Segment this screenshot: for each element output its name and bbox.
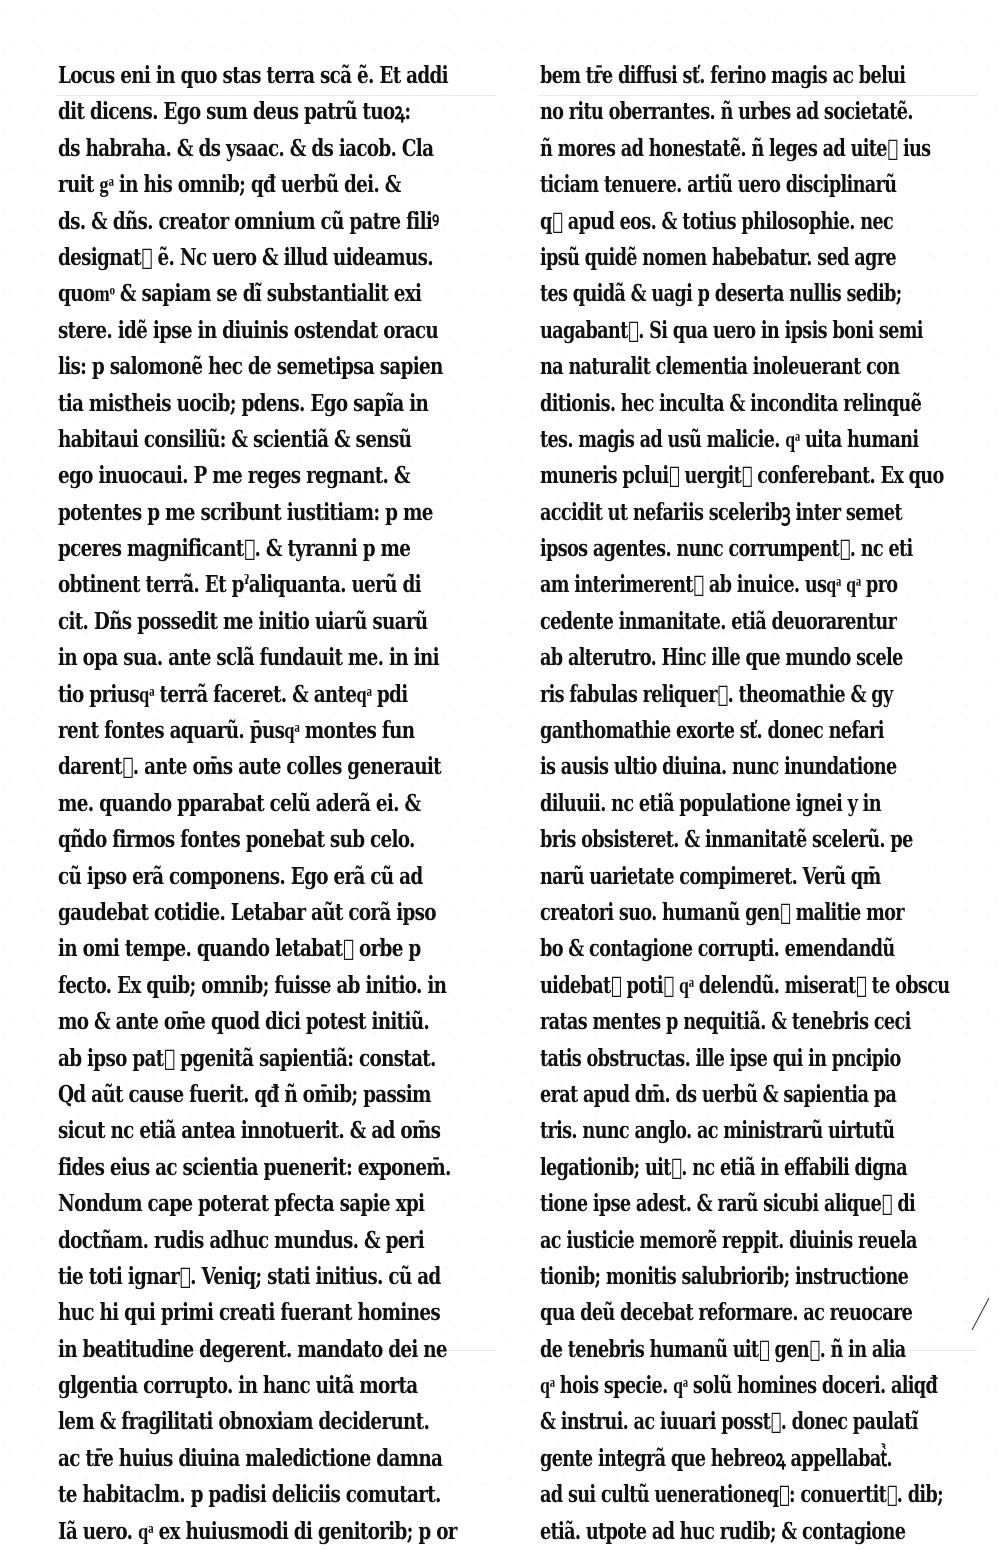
text-line: tes. magis ad usũ malicie. qͣ uita humani xyxy=(540,425,919,453)
text-line: ipsũ quidẽ nomen habebatur. sed agre xyxy=(540,243,896,271)
text-line: bris obsisteret. & inmanitatẽ scelerũ. pe xyxy=(540,826,913,854)
text-line: ds habraha. & ds ysaac. & ds iacob. Cla xyxy=(58,134,434,162)
text-line: dit dicens. Ego sum deus patrũ tuoꝝ: xyxy=(58,98,411,126)
text-line: & instrui. ac iuuari posstᷣ. donec paulatĩ xyxy=(540,1408,918,1436)
text-line: sicut nc etiã antea innotuerit. & ad om̄s xyxy=(58,1117,441,1145)
text-line: is ausis ultio diuina. nunc inundatione xyxy=(540,753,897,781)
left-text-column xyxy=(58,58,490,1550)
margin-pen-stroke xyxy=(972,1298,990,1330)
text-line: ab ipso patᷣ pgenitã sapientiã: constat. xyxy=(58,1044,436,1072)
text-line: cit. Dñs possedit me initio uiarũ suarũ xyxy=(58,607,428,635)
text-line: lis: p salomonẽ hec de semetipsa sapien xyxy=(58,353,443,381)
text-line: no ritu oberrantes. ñ urbes ad societatẽ. xyxy=(540,98,913,126)
text-line: in omi tempe. quando letabatᷣ orbe p xyxy=(58,935,421,963)
text-line: me. quando pparabat celũ aderã ei. & xyxy=(58,789,421,817)
text-line: ab alterutro. Hinc ille que mundo scele xyxy=(540,644,903,672)
text-line: lem & fragilitati obnoxiam deciderunt. xyxy=(58,1408,430,1436)
text-line: bem tr̄e diffusi sť. ferino magis ac belui xyxy=(540,62,906,89)
text-line: te habitaclm. p padisi deliciis comutart. xyxy=(58,1481,441,1509)
text-line: stere. idẽ ipse in diuinis ostendat oracu xyxy=(58,316,439,344)
text-line: rent fontes aquarũ. p̄usqͣ montes fun xyxy=(58,717,415,745)
text-line: fecto. Ex quib; omnib; fuisse ab initio. in xyxy=(58,971,447,999)
text-line: ñ mores ad honestatẽ. ñ leges ad uiteᷤ ius xyxy=(540,134,931,162)
text-line: fides eius ac scientia puenerit: exponem̄. xyxy=(58,1153,451,1181)
text-line: designatᷣ ẽ. Nc uero & illud uideamus. xyxy=(58,243,433,271)
text-line: pceres magnificantᷣ. & tyranni p me xyxy=(58,535,411,563)
text-line: tes quidã & uagi p deserta nullis sedib; xyxy=(540,280,902,308)
text-line: ipsos agentes. nunc corrumpentᷣ. nc eti xyxy=(540,535,913,563)
text-line: tione ipse adest. & rarũ sicubi aliqueᷤ di xyxy=(540,1190,916,1218)
text-line: obtinent terrã. Et pˀaliquanta. uerũ di xyxy=(58,571,421,599)
text-line: ac iusticie memorẽ reppit. diuinis reuela xyxy=(540,1226,917,1254)
text-line: uagabantᷣ. Si qua uero in ipsis boni semi xyxy=(540,316,923,344)
text-line: uidebatᷣ potiᷤ qͣ delendũ. miseratᷤ te obscu xyxy=(540,971,950,999)
text-line: qͣ hois specie. qͣ solũ homines doceri. aliqđ xyxy=(540,1372,938,1400)
text-line: Nondum cape poterat pfecta sapie xpi xyxy=(58,1190,425,1218)
text-line: de tenebris humanũ uitᷣ genᷣ. ñ in alia xyxy=(540,1335,906,1363)
text-line: in opa sua. ante sclã fundauit me. in ini xyxy=(58,644,439,672)
text-line: mo & ante om̄e quod dici potest initiũ. xyxy=(58,1008,430,1036)
text-line: ticiam tenuere. artiũ uero disciplinarũ xyxy=(540,171,897,199)
text-line: ad sui cultũ uenerationeqᷣ: conuertitᷣ. dib; xyxy=(540,1481,943,1509)
text-line: ds. & dñs. creator omnium cũ patre filiꝰ xyxy=(58,207,439,235)
text-line: diluuii. nc etiã populatione ignei y in xyxy=(540,789,881,817)
text-line: muneris pcluiᷤ uergitᷣ conferebant. Ex quo xyxy=(540,462,944,490)
text-line: cedente inmanitate. etiã deuorarentur xyxy=(540,607,897,635)
text-line: darentᷣ. ante om̄s aute colles generauit xyxy=(58,753,441,781)
text-line: gaudebat cotidie. Letabar aũt corã ipso xyxy=(58,898,436,926)
text-line: qua deũ decebat reformare. ac reuocare xyxy=(540,1299,913,1327)
text-line: etiã. utpote ad huc rudib; & contagione xyxy=(540,1517,906,1545)
text-line: in beatitudine degerent. mandato dei ne xyxy=(58,1335,447,1363)
text-line: gente integrã que hebreoꝝ appellabatᷣ. xyxy=(540,1444,892,1472)
text-line: ruit gͣ in his omnib; qđ uerbũ dei. & xyxy=(58,171,401,199)
text-line: glgentia corrupto. in hanc uitã morta xyxy=(58,1372,418,1400)
text-line: accidit ut nefariis sceleribꝫ inter semet xyxy=(540,498,902,526)
text-line: legationib; uitᷣ. nc etiã in effabili digna xyxy=(540,1153,907,1181)
text-line: tionib; monitis salubriorib; instructione xyxy=(540,1262,909,1290)
text-line: tie toti ignarᷣ. Veniq; stati initius. cũ ad xyxy=(58,1262,441,1290)
text-line: am interimerentᷣ ab inuice. usqͣ qͣ pro xyxy=(540,571,898,599)
text-line: potentes p me scribunt iustitiam: p me xyxy=(58,498,433,526)
text-line: ratas mentes p nequitiã. & tenebris ceci xyxy=(540,1008,911,1036)
text-line: ego inuocaui. P me reges regnant. & xyxy=(58,462,410,490)
text-line: ganthomathie exorte sť. donec nefari xyxy=(540,717,884,745)
text-line: tatis obstructas. ille ipse qui in pncipio xyxy=(540,1044,901,1072)
text-line: Iã uero. qͣ ex huiusmodi di genitorib; p or xyxy=(58,1517,457,1545)
text-line: huc hi qui primi creati fuerant homines xyxy=(58,1299,440,1327)
text-line: ac tr̄e huius diuina maledictione damna xyxy=(58,1444,443,1472)
text-line: Qd aũt cause fuerit. qđ ñ om̄ib; passim xyxy=(58,1080,431,1108)
text-line: cũ ipso erã componens. Ego erã cũ ad xyxy=(58,862,423,890)
text-line: tio priusqͣ terrã faceret. & anteqͣ pdi xyxy=(58,680,408,708)
text-line: creatori suo. humanũ genᷣ malitie mor xyxy=(540,898,904,926)
text-line: Locus eni in quo stas terra scã ẽ. Et addi xyxy=(58,62,448,89)
text-line: qᷣ apud eos. & totius philosophie. nec xyxy=(540,207,894,235)
text-line: tris. nunc anglo. ac ministrarũ uirtutũ xyxy=(540,1117,895,1145)
text-line: habitaui consiliũ: & scientiã & sensũ xyxy=(58,425,412,453)
right-text-column xyxy=(540,58,972,1550)
text-line: tia mistheis uocib; pdens. Ego sapĩa in xyxy=(58,389,429,417)
text-line: qñdo firmos fontes ponebat sub celo. xyxy=(58,826,415,854)
text-line: quomͦ & sapiam se dĩ substantialit exi xyxy=(58,280,422,308)
text-line: ditionis. hec inculta & incondita relinquẽ xyxy=(540,389,922,417)
text-line: doctñam. rudis adhuc mundus. & peri xyxy=(58,1226,424,1254)
text-line: na naturalit clementia inoleuerant con xyxy=(540,353,900,381)
text-line: narũ uarietate compimeret. Verũ qm̄ xyxy=(540,862,881,890)
text-line: erat apud dm̄. ds uerbũ & sapientia pa xyxy=(540,1080,897,1108)
text-line: ris fabulas reliquerᷣ. theomathie & gy xyxy=(540,680,893,708)
text-line: bo & contagione corrupti. emendandũ xyxy=(540,935,895,963)
